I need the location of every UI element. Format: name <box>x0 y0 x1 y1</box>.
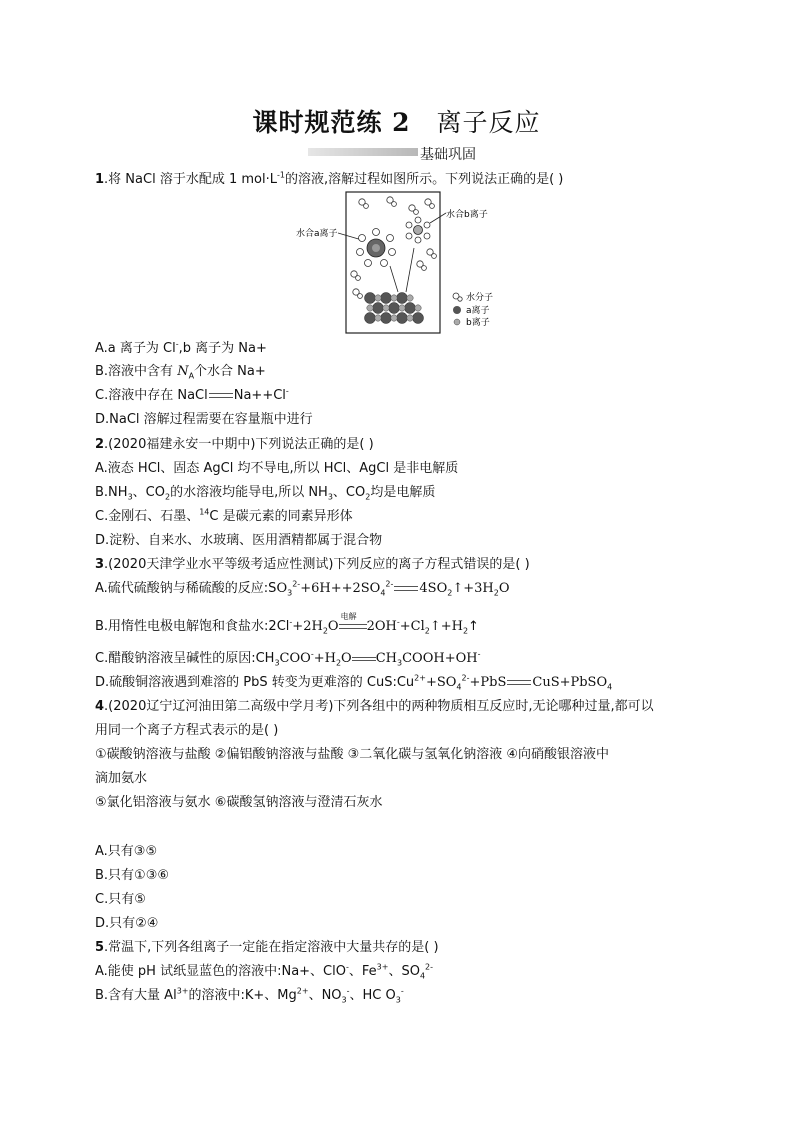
q2-b-sub1: 3 <box>127 492 133 502</box>
q2-b-e: 均是电解质 <box>370 485 436 500</box>
q3-a-b: O <box>276 581 288 596</box>
q5-a-b: 、Fe <box>348 964 377 979</box>
q5-option-b <box>95 987 715 1005</box>
q1-a-rest: ,b 离子为 Na+ <box>178 341 267 356</box>
q5-b-c: 、NO <box>308 988 342 1003</box>
q3-stem <box>95 556 715 574</box>
q2-b-sub3: 3 <box>327 492 333 502</box>
q3-a-sup1: 2- <box>292 579 301 589</box>
q3-a-sup2: 2- <box>385 579 394 589</box>
label-hydrated-b: 水合b离子 <box>446 210 488 220</box>
q1-stem-sup: -1 <box>276 170 285 180</box>
q2-c-b: C 是碳元素的同素异形体 <box>209 509 353 524</box>
q3-b-c: O <box>327 619 339 634</box>
title-text: 离子反应 <box>436 108 541 137</box>
q4-stem1: .(2020辽宁辽河油田第二高级中学月考)下列各组中的两种物质相互反应时,无论哪种过量,都可以 <box>104 699 654 714</box>
q3-a-c: +6H++2SO <box>300 581 381 596</box>
q5-b-sup1: 3+ <box>176 986 189 996</box>
q3-c-c: +H <box>313 651 336 666</box>
q3-b-e: +Cl <box>399 619 425 634</box>
reversible-arrow <box>352 656 376 662</box>
q3-a-f: O <box>498 581 510 596</box>
q2-b-a: B.NH <box>95 485 128 500</box>
q4-options-line3: ⑤氯化铝溶液与氨水 ⑥碳酸氢钠溶液与澄清石灰水 <box>95 795 383 810</box>
q2-c-sup: 14 <box>199 507 210 517</box>
q3-b-sub3: 2 <box>462 626 469 636</box>
q4-option-c: C.只有⑤ <box>95 892 146 907</box>
q1-c-pre: C.溶液中存在 NaCl <box>95 388 208 403</box>
q3-c-sup2: - <box>477 649 481 659</box>
q3-b-g: ↑ <box>468 619 479 634</box>
q3-a-sub3: 2 <box>447 588 453 598</box>
q3-c-sup1: - <box>310 649 314 659</box>
q4-option-b: B.只有①③⑥ <box>95 868 170 883</box>
q3-c-a: C.醋酸钠溶液呈碱性的原因:CH <box>95 651 275 666</box>
hydrated-b-ion <box>406 217 430 243</box>
equals-arrow <box>209 393 233 398</box>
q3-c-f: COOH+OH <box>402 651 478 666</box>
q3-b-f: ↑+H <box>429 619 463 634</box>
q5-a-sup3: 2- <box>425 962 434 972</box>
q3-b-sub1: 2 <box>322 626 328 636</box>
q2-option-b <box>95 484 715 502</box>
q1-a-sup: - <box>175 339 179 349</box>
q3-a-d: 4SO <box>419 581 448 596</box>
legend-a-icon <box>453 306 461 314</box>
section-bar <box>308 148 418 156</box>
q3-a-sub4: 2 <box>493 588 499 598</box>
q4-stem-line1 <box>95 698 715 716</box>
q5-number: 5 <box>95 940 105 955</box>
q4-options-line1: ①碳酸钠溶液与盐酸 ②偏铝酸钠溶液与盐酸 ③二氧化碳与氢氧化钠溶液 ④向硝酸银溶液中 <box>95 747 610 762</box>
q3-d-a: D.硫酸铜溶液遇到难溶的 PbS 转变为更难溶的 CuS:Cu <box>95 675 415 690</box>
q4-option-d: D.只有②④ <box>95 916 159 931</box>
q3-d-sub2: 4 <box>607 682 613 692</box>
q3-d-sup2: 2- <box>461 673 470 683</box>
electrolysis-arrow <box>339 612 367 629</box>
q5-a-c: 、SO <box>388 964 420 979</box>
q5-b-d: 、HC O <box>349 988 396 1003</box>
q2-option-a: A.液态 HCl、固态 AgCl 均不导电,所以 HCl、AgCl 是非电解质 <box>95 461 459 476</box>
q3-d-sub1: 4 <box>456 682 462 692</box>
legend-a: a离子 <box>466 306 490 316</box>
q3-a-sub2: 4 <box>380 588 386 598</box>
q5-b-b: 的溶液中:K+、Mg <box>188 988 297 1003</box>
legend-water: 水分子 <box>466 293 494 303</box>
q3-d-d: CuS+PbSO <box>532 675 608 690</box>
q5-b-sup2: 2+ <box>296 986 309 996</box>
q2-c-a: C.金刚石、石墨、 <box>95 509 200 524</box>
equals-arrow <box>394 586 418 591</box>
q4-number: 4 <box>95 699 105 714</box>
q2-b-c: 的水溶液均能导电,所以 NH <box>170 485 328 500</box>
diagram-legend <box>453 291 493 328</box>
pointer-b <box>430 213 446 223</box>
q2-number: 2 <box>95 437 105 452</box>
q3-option-b <box>95 612 715 636</box>
q3-b-d: 2OH <box>366 619 397 634</box>
q5-stem-text: .常温下,下列各组离子一定能在指定溶液中大量共存的是( ) <box>104 940 439 955</box>
arrow-2 <box>406 248 414 292</box>
q5-b-a: B.含有大量 Al <box>95 988 177 1003</box>
q1-c-rest: Na++Cl <box>233 388 286 403</box>
q2-stem <box>95 436 715 454</box>
label-hydrated-a: 水合a离子 <box>296 229 338 239</box>
q1-option-c <box>95 387 715 405</box>
q4-option-a: A.只有③⑤ <box>95 844 158 859</box>
q3-c-sub1: 3 <box>274 658 280 668</box>
q2-b-b: 、CO <box>132 485 165 500</box>
q5-b-sub1: 3 <box>341 995 347 1005</box>
hydrated-a-ion <box>357 229 396 267</box>
crystal-lattice <box>365 293 424 324</box>
page-title <box>0 103 793 139</box>
section-label: 基础巩固 <box>420 147 476 163</box>
dissolution-diagram <box>290 188 510 336</box>
q1-option-a <box>95 340 715 358</box>
q3-a-a: A.硫代硫酸钠与稀硫酸的反应:S <box>95 581 277 596</box>
q3-b-a: B.用惰性电极电解饱和食盐水:2Cl <box>95 619 290 634</box>
q3-stem-text: .(2020天津学业水平等级考适应性测试)下列反应的离子方程式错误的是( ) <box>104 557 530 572</box>
q2-option-d: D.淀粉、自来水、水玻璃、医用酒精都属于混合物 <box>95 533 383 548</box>
q5-stem <box>95 939 715 957</box>
q5-b-sub2: 3 <box>395 995 401 1005</box>
q3-b-sub2: 2 <box>424 626 430 636</box>
q5-a-sup2: 3+ <box>376 962 389 972</box>
q5-b-sup3: - <box>346 986 350 996</box>
q3-option-c <box>95 650 715 668</box>
q3-c-sub3: 3 <box>397 658 403 668</box>
q5-option-a <box>95 963 715 981</box>
q1-b-rest: 个水合 Na+ <box>194 364 266 379</box>
legend-b-icon <box>454 319 460 325</box>
q2-b-d: 、CO <box>332 485 366 500</box>
q1-stem-rest: 的溶液,溶解过程如图所示。下列说法正确的是( ) <box>284 172 564 187</box>
q5-a-a: A.能使 pH 试纸显蓝色的溶液中:Na+、ClO <box>95 964 346 979</box>
q1-a-text: A.a 离子为 Cl <box>95 341 176 356</box>
q1-option-d: D.NaCl 溶解过程需要在容量瓶中进行 <box>95 412 313 427</box>
equals-arrow <box>507 680 531 685</box>
q1-number: 1 <box>95 172 105 187</box>
q1-b-pre: B.溶液中含有 <box>95 364 178 379</box>
q2-option-c <box>95 508 715 526</box>
q1-stem-text: .将 NaCl 溶于水配成 1 mol·L <box>104 172 277 187</box>
q2-b-sub4: 2 <box>365 492 371 502</box>
q1-option-b <box>95 363 715 381</box>
q1-stem <box>95 171 715 189</box>
q2-stem-text: .(2020福建永安一中期中)下列说法正确的是( ) <box>104 437 374 452</box>
q3-b-b: +2H <box>292 619 323 634</box>
q3-a-sub1: 3 <box>287 588 293 598</box>
q5-b-sup4: - <box>400 986 404 996</box>
q3-number: 3 <box>95 557 105 572</box>
q3-d-sup1: 2+ <box>414 673 426 683</box>
q3-c-d: O <box>341 651 352 666</box>
q3-c-sub2: 2 <box>335 658 342 668</box>
q1-c-sup: - <box>285 386 289 396</box>
q4-stem-line2: 用同一个离子方程式表示的是( ) <box>95 723 279 738</box>
legend-b: b离子 <box>466 318 490 328</box>
q3-b-sup2: - <box>396 617 400 627</box>
q2-b-sub2: 2 <box>164 492 171 502</box>
q3-b-sup1: - <box>289 617 293 627</box>
q1-b-na: N <box>177 364 189 379</box>
arrow-1 <box>390 266 398 292</box>
q3-a-e: ↑+3H <box>452 581 494 596</box>
electrolysis-label: 电解 <box>340 612 357 621</box>
title-number: 课时规范练 2 <box>252 108 411 137</box>
water-molecules <box>351 197 437 299</box>
q4-options-line2: 滴加氨水 <box>95 771 148 786</box>
q5-a-sup1: - <box>345 962 349 972</box>
q3-c-e: CH <box>375 651 397 666</box>
q3-option-d <box>95 674 715 692</box>
q3-option-a <box>95 580 715 598</box>
q3-d-b: +SO <box>425 675 457 690</box>
q5-a-sub1: 4 <box>419 971 426 981</box>
q1-b-sub: A <box>188 371 195 381</box>
q3-d-c: +PbS <box>469 675 507 690</box>
q3-c-b: COO <box>279 651 311 666</box>
